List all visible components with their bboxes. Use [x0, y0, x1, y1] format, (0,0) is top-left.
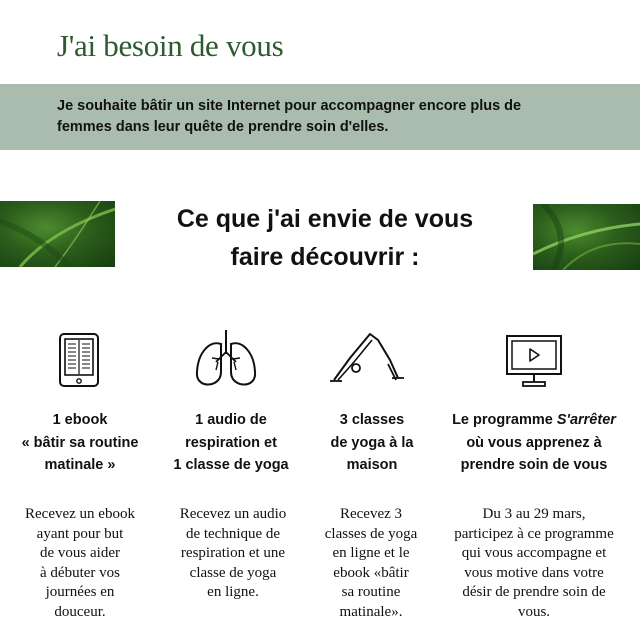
offer-3-title: [307, 409, 437, 477]
offer-2-title-line-1: 1 audio de: [195, 412, 267, 428]
offer-3-desc-line: matinale».: [339, 603, 403, 620]
offer-1-title: [5, 409, 155, 477]
offer-2-title-line-3: 1 classe de yoga: [173, 457, 289, 473]
offer-2-desc-line: de technique de: [185, 525, 281, 542]
offer-4-title-program-name: S'arrêter: [556, 412, 616, 428]
offer-4-desc-line: désir de prendre soin de: [462, 584, 606, 600]
offer-3-desc-line: ebook «bâtir: [333, 564, 409, 581]
offer-1-desc-line: ayant pour but: [36, 525, 124, 542]
offer-4-desc-line: vous motive dans votre: [464, 564, 604, 581]
offer-1-desc-line: de vous aider: [40, 545, 120, 561]
offer-4-desc-line: qui vous accompagne et: [461, 545, 607, 561]
offer-2-desc-line: Recevez un audio: [179, 506, 287, 522]
offer-1-description: [5, 505, 155, 622]
video-screen-icon: [505, 334, 563, 390]
intro-line-2: femmes dans leur quête de prendre soin d'elles.: [57, 119, 389, 135]
offer-4-title-prefix: Le programme: [452, 412, 557, 428]
offer-3-desc-line: en ligne et le: [332, 545, 410, 561]
yoga-pose-icon: [326, 330, 406, 384]
offer-2-desc-line: classe de yoga: [189, 564, 277, 581]
offer-1-desc-line: douceur.: [54, 603, 106, 620]
offer-3-title-line-2: de yoga à la: [330, 434, 414, 451]
offer-4-title-line-3: prendre soin de vous: [460, 457, 608, 473]
offer-3-title-line-1: 3 classes: [339, 412, 405, 428]
offer-1-desc-line: Recevez un ebook: [25, 506, 135, 522]
section-heading-line-1: Ce que j'ai envie de vous: [176, 205, 474, 233]
offer-3-description: [305, 505, 437, 622]
section-heading: [140, 200, 510, 276]
offer-4-title: [434, 409, 634, 477]
offer-1-title-line-1: 1 ebook: [52, 412, 108, 428]
ebook-reader-icon: [58, 332, 100, 388]
intro-text: [57, 96, 617, 138]
offer-2-title: [153, 409, 309, 477]
offer-1-desc-line: à débuter vos: [40, 564, 120, 581]
offer-4-desc-line: Du 3 au 29 mars,: [482, 506, 586, 522]
offer-2-title-line-2: respiration et: [185, 434, 277, 451]
offer-3-desc-line: sa routine: [341, 584, 401, 600]
page-title: J'ai besoin de vous: [57, 28, 284, 63]
offer-2-desc-line: en ligne.: [207, 584, 259, 600]
offer-4-title-line-1: [434, 409, 634, 432]
offer-3-desc-line: Recevez 3: [339, 506, 403, 522]
offer-1-title-line-3: matinale »: [44, 457, 116, 473]
offer-2-desc-line: respiration et une: [180, 545, 286, 561]
lungs-icon: [194, 328, 258, 388]
offer-4-description: [434, 505, 634, 622]
offer-3-title-line-3: maison: [346, 457, 398, 473]
leaf-image-right: [533, 204, 640, 270]
offer-4-desc-line: participez à ce programme: [454, 525, 614, 542]
offer-4-title-line-2: où vous apprenez à: [466, 434, 602, 451]
intro-line-1: Je souhaite bâtir un site Internet pour accompagner encore plus de: [57, 98, 522, 114]
offer-3-desc-line: classes de yoga: [324, 525, 418, 542]
offer-4-desc-line: vous.: [517, 603, 551, 620]
offer-1-desc-line: journées en: [45, 584, 115, 600]
leaf-image-left: [0, 201, 115, 267]
offer-1-title-line-2: « bâtir sa routine: [21, 434, 139, 451]
section-heading-line-2: faire découvrir :: [230, 243, 420, 271]
offer-2-description: [158, 505, 308, 603]
